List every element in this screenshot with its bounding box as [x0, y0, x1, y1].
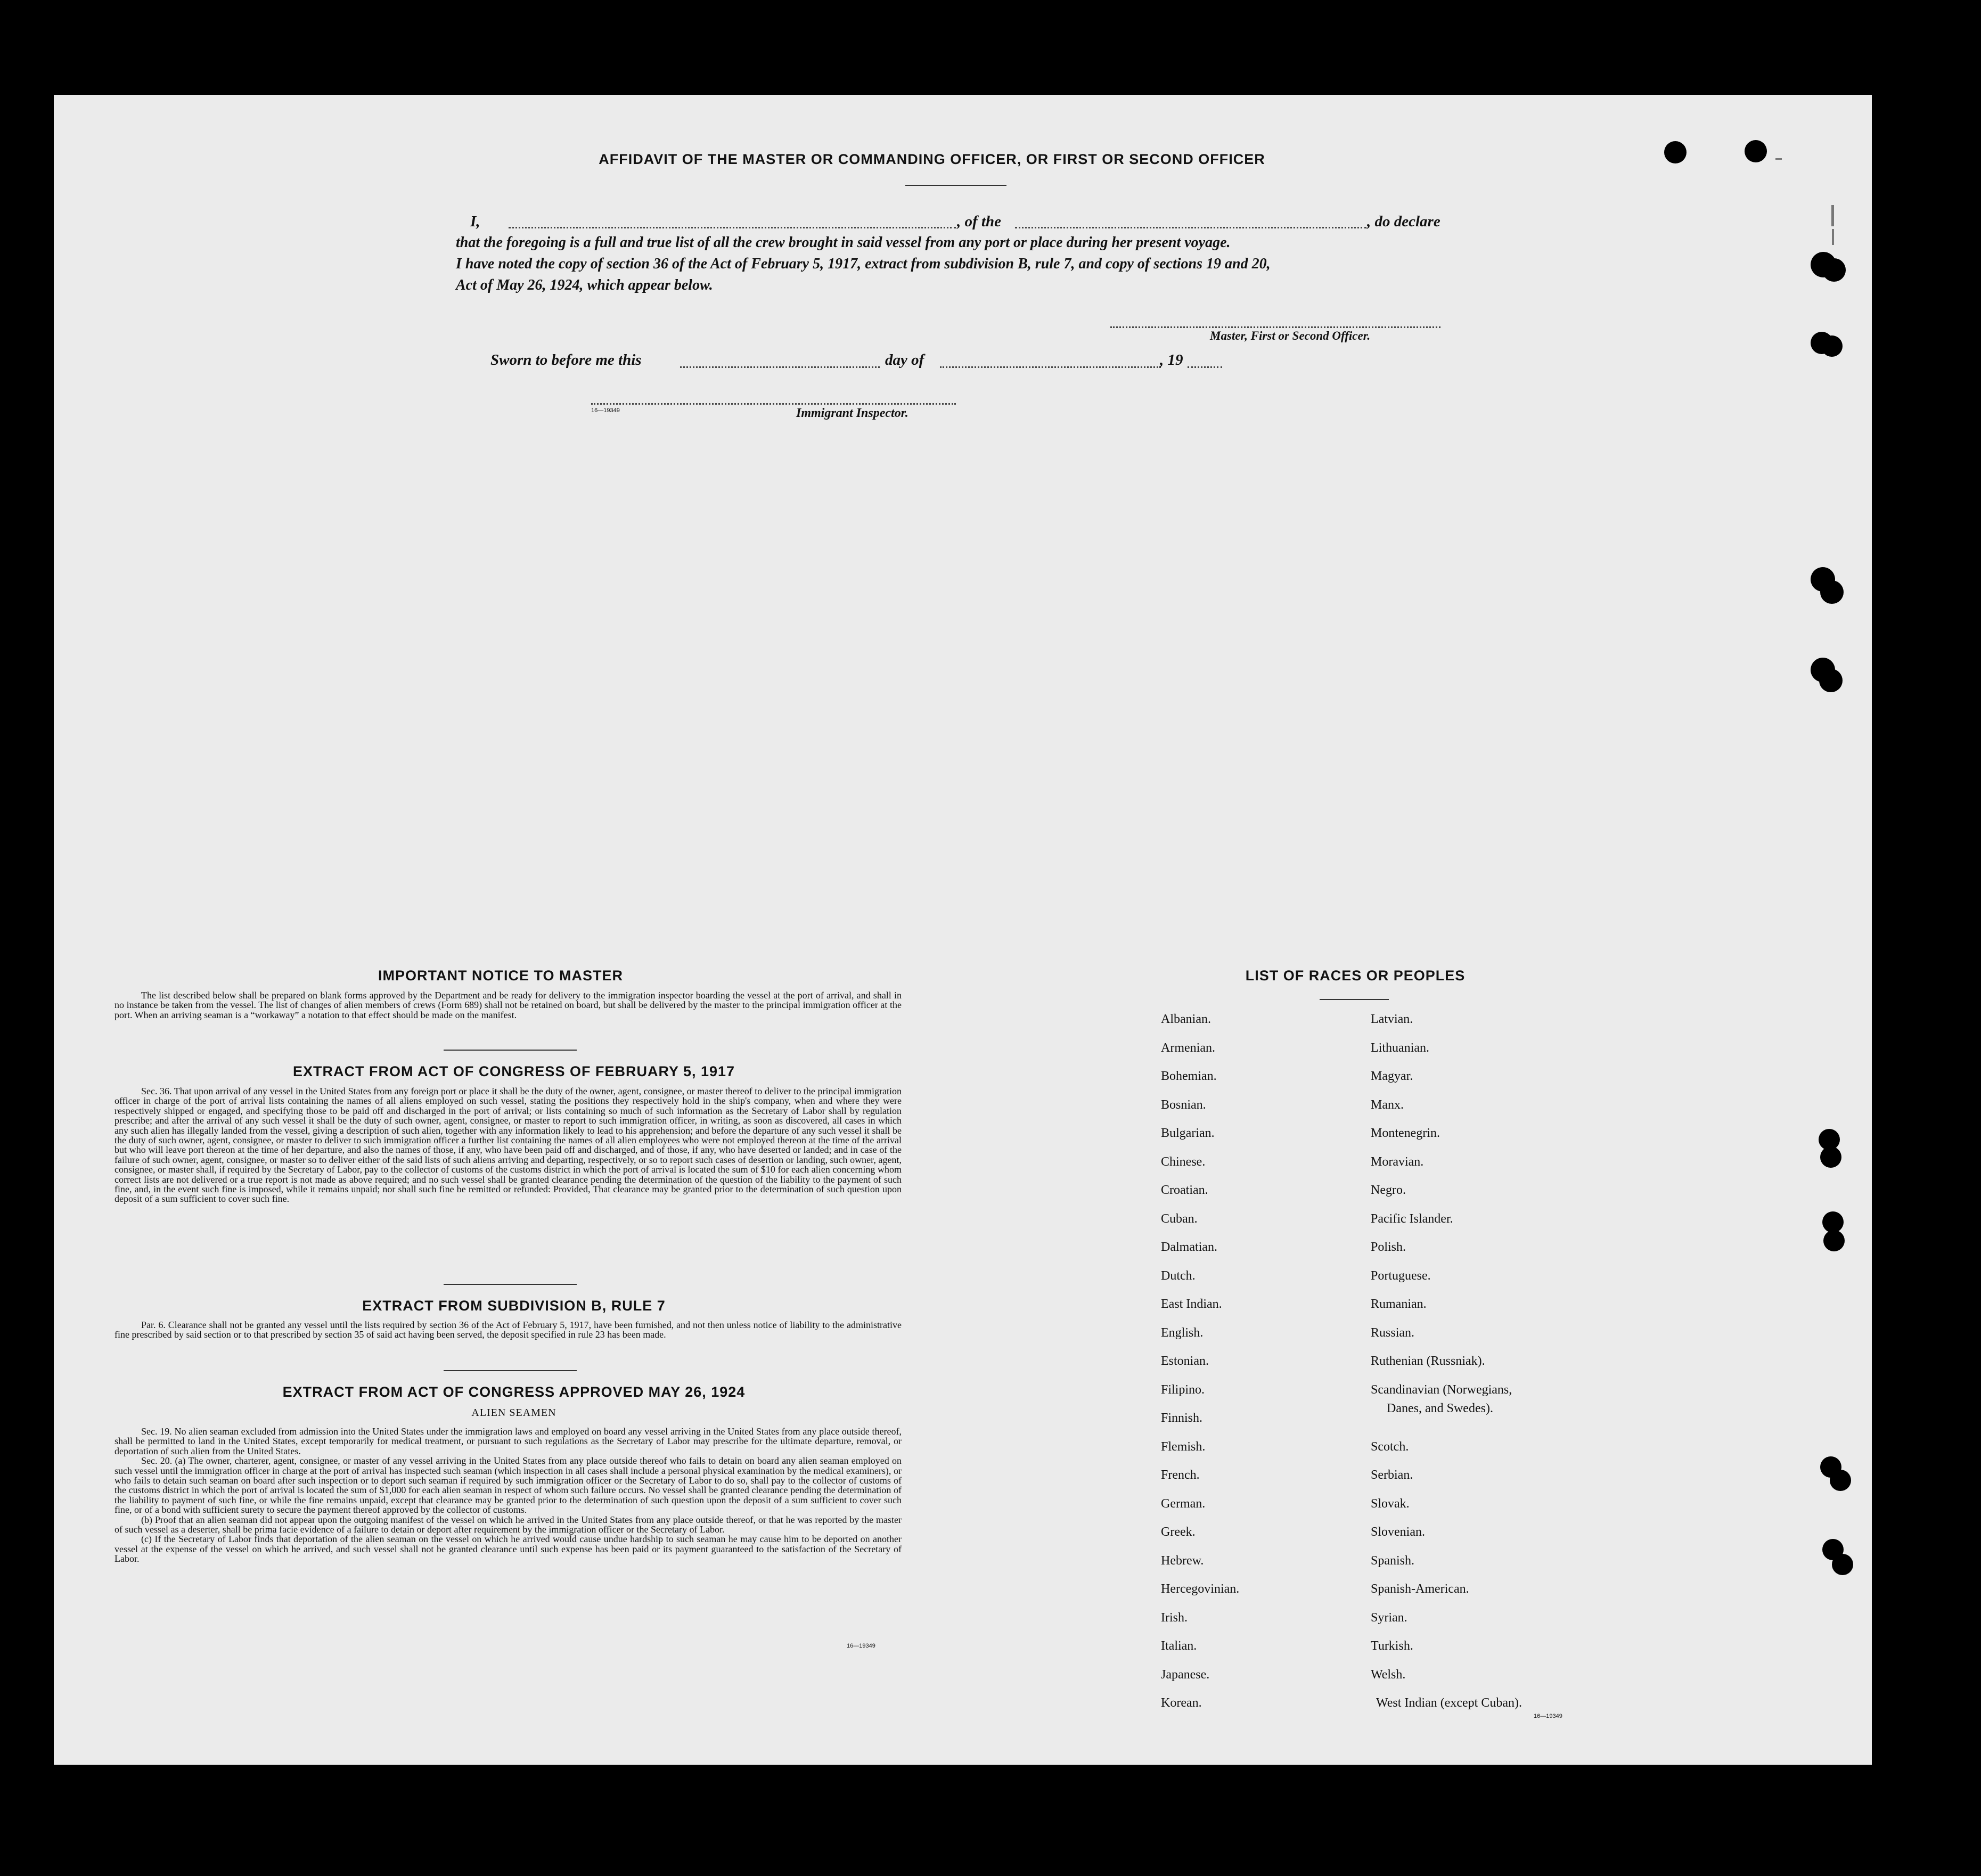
signature-label: Master, First or Second Officer.	[1210, 329, 1371, 342]
race-item: Slovenian.	[1371, 1525, 1425, 1539]
affidavit-form-number: 16—19349	[591, 407, 620, 414]
race-item: Dutch.	[1161, 1269, 1196, 1283]
race-item: Greek.	[1161, 1525, 1196, 1539]
race-item: Pacific Islander.	[1371, 1212, 1453, 1226]
race-item: Filipino.	[1161, 1383, 1205, 1397]
race-item: Latvian.	[1371, 1012, 1413, 1026]
signature-blank	[1110, 326, 1440, 328]
punch-hole	[1820, 1146, 1841, 1168]
extract2-text	[114, 1320, 902, 1340]
race-item: French.	[1161, 1468, 1200, 1482]
race-item: Cuban.	[1161, 1212, 1198, 1226]
race-item: Hebrew.	[1161, 1554, 1204, 1568]
race-item: Hercegovinian.	[1161, 1582, 1240, 1596]
race-item: Lithuanian.	[1371, 1041, 1429, 1055]
race-item: Japanese.	[1161, 1668, 1210, 1682]
day-blank	[680, 366, 880, 368]
punch-hole	[1664, 141, 1687, 163]
vessel-blank	[1015, 227, 1366, 228]
extract1-text	[114, 1086, 902, 1204]
race-item: Spanish.	[1371, 1554, 1415, 1568]
punch-hole	[1819, 669, 1843, 692]
punch-hole	[1832, 1554, 1853, 1575]
race-item: Polish.	[1371, 1240, 1406, 1254]
do-declare-label: , do declare	[1367, 213, 1440, 230]
affidavit-line-3: I have noted the copy of section 36 of the Act of February 5, 1917, extract from subdivision B, rule 7, and copy of sections 19 and 20,	[456, 256, 1271, 272]
punch-hole	[1820, 580, 1844, 604]
extract3-sec20b: (b) Proof that an alien seaman did not appear upon the outgoing manifest of the vessel on which he arrived in the United States from any place outside thereof, or that he was reported by the master of such vessel as a deserter, shall be prima facie evidence of a failure to detain or deport after requirement by the immigration officer or the Secretary of Labor.	[114, 1514, 902, 1535]
race-item: Serbian.	[1371, 1468, 1413, 1482]
race-item: Syrian.	[1371, 1611, 1407, 1625]
inspector-label: Immigrant Inspector.	[796, 406, 908, 420]
race-item: Scotch.	[1371, 1440, 1409, 1454]
punch-hole	[1822, 258, 1846, 282]
extract3-title: EXTRACT FROM ACT OF CONGRESS APPROVED MAY 26, 1924	[282, 1384, 746, 1400]
race-item: Korean.	[1161, 1696, 1202, 1710]
race-item: Dalmatian.	[1161, 1240, 1217, 1254]
race-item: Irish.	[1161, 1611, 1188, 1625]
punch-hole	[1823, 1230, 1845, 1251]
race-item: Chinese.	[1161, 1155, 1206, 1169]
affidavit-i-label: I,	[470, 213, 480, 230]
extract3-sec20c: (c) If the Secretary of Labor finds that deportation of the alien seaman on the vessel on which he arrived would cause undue hardship to such seaman he may cause him to be deported on another vessel at the expense of the vessel on which he arrived, and such vessel shall not be granted clearance until such expense has been paid or its payment guaranteed to the satisfaction of the Secretary of Labor.	[114, 1534, 902, 1564]
race-item: Rumanian.	[1371, 1297, 1427, 1311]
extract2-title: EXTRACT FROM SUBDIVISION B, RULE 7	[362, 1298, 666, 1314]
sworn-label: Sworn to before me this	[490, 351, 642, 368]
race-item: Welsh.	[1371, 1668, 1406, 1682]
race-item: West Indian (except Cuban).	[1376, 1696, 1522, 1710]
race-item: German.	[1161, 1497, 1206, 1511]
race-item: Bosnian.	[1161, 1098, 1206, 1112]
race-item: Moravian.	[1371, 1155, 1424, 1169]
affidavit-line-2: that the foregoing is a full and true list of all the crew brought in said vessel from any port or place during her present voyage.	[456, 234, 1231, 251]
race-item: Armenian.	[1161, 1041, 1215, 1055]
race-item: Spanish-American.	[1371, 1582, 1469, 1596]
races-title: LIST OF RACES OR PEOPLES	[1245, 968, 1466, 984]
extract1-paragraph: Sec. 36. That upon arrival of any vessel in the United States from any foreign port or place it shall be the duty of the owner, agent, consignee, or master thereof to deliver to the principal immigration officer in charge of the port of arrival lists containing the names of all aliens employed on such vessel, stating the positions they respectively hold in the ship's company, when and where they were respectively shipped or engaged, and specifying those to be paid off and discharged in the port of arrival; or lists containing so much of such information as the Secretary of Labor shall by regulation prescribe; and after the arrival of any such vessel it shall be the duty of such owner, agent, consignee, or master to report to such immigration officer, in writing, as soon as discovered, all cases in which any such alien has illegally landed from the vessel, giving a description of such alien, together with any information likely to lead to his apprehension; and before the departure of any such vessel it shall be the duty of such owner, agent, consignee, or master to deliver to such immigration officer a further list containing the names of all alien employees who were not employed thereon at the time of the arrival but who will leave port thereon at the time of her departure, and also the names of those, if any, who have been paid off and discharged, and of those, if any, who have deserted or landed; and in case of the failure of such owner, agent, consignee, or master so to deliver either of the said lists of such aliens arriving and departing, respectively, or so to report such cases of desertion or landing, such owner, agent, consignee, or master shall, if required by the Secretary of Labor, pay to the collector of customs of the customs district in which the port of arrival is located the sum of $10 for each alien concerning whom correct lists are not delivered or a true report is not made as above required; and no such vessel shall be granted clearance pending the determination of the question of the liability to the payment of such fine, and, in the event such fine is imposed, while it remains unpaid; nor shall such fine be remitted or refunded: Provided, That clearance may be granted prior to the determination of such question upon deposit of a sum sufficient to cover such fine.	[114, 1086, 902, 1205]
punch-hole	[1830, 1470, 1851, 1491]
race-item: Magyar.	[1371, 1069, 1413, 1083]
margin-mark	[1832, 229, 1834, 245]
races-underline	[1320, 999, 1389, 1000]
title-underline	[905, 185, 1006, 186]
notice-divider-1	[444, 1050, 577, 1051]
month-blank	[940, 366, 1161, 368]
margin-mark	[1831, 205, 1834, 226]
race-item: Danes, and Swedes).	[1387, 1402, 1493, 1415]
race-item: Slovak.	[1371, 1497, 1410, 1511]
race-item: Flemish.	[1161, 1440, 1206, 1454]
of-the-label: , of the	[957, 213, 1001, 230]
race-item: Estonian.	[1161, 1354, 1209, 1368]
race-item: Finnish.	[1161, 1411, 1203, 1425]
race-item: Italian.	[1161, 1639, 1197, 1653]
extract3-sec19: Sec. 19. No alien seaman excluded from admission into the United States under the immigration laws and employed on board any vessel arriving in the United States from any place outside thereof, shall be permitted to land in the United States, except temporarily for medical treatment, or pursuant to such regulations as the Secretary of Labor may prescribe for the ultimate departure, removal, or deportation of such alien from the United States.	[114, 1426, 902, 1456]
race-item: Turkish.	[1371, 1639, 1413, 1653]
notice-paragraph: The list described below shall be prepared on blank forms approved by the Department and be ready for delivery to the immigration inspector boarding the vessel at the port of arrival, and shall in no instance be taken from the vessel. The list of changes of alien members of crews (Form 689) shall not be retained on board, but shall be delivered by the master to the principal immigration officer at the port. When an arriving seaman is a “workaway” a notation to that effect should be made on the manifest.	[114, 990, 902, 1020]
race-item: Manx.	[1371, 1098, 1404, 1112]
extract3-text	[114, 1427, 902, 1564]
notice-divider-3	[444, 1370, 577, 1371]
extract2-paragraph: Par. 6. Clearance shall not be granted any vessel until the lists required by section 36 of the Act of February 5, 1917, have been furnished, and not then unless notice of liability to the administrative fine prescribed by said section or to that prescribed by section 35 of said act having been served, the deposit specified in rule 23 has been made.	[114, 1320, 902, 1340]
race-item: Montenegrin.	[1371, 1126, 1440, 1140]
race-item: Russian.	[1371, 1326, 1415, 1340]
race-item: Ruthenian (Russniak).	[1371, 1354, 1485, 1368]
race-item: Bulgarian.	[1161, 1126, 1215, 1140]
race-item: Negro.	[1371, 1183, 1406, 1197]
race-item: English.	[1161, 1326, 1204, 1340]
race-item: East Indian.	[1161, 1297, 1222, 1311]
race-item: Portuguese.	[1371, 1269, 1431, 1283]
affidavit-title: AFFIDAVIT OF THE MASTER OR COMMANDING OFFICER, OR FIRST OR SECOND OFFICER	[599, 151, 1265, 167]
notice-form-number: 16—19349	[847, 1643, 875, 1649]
punch-hole	[1745, 140, 1767, 162]
year-label: , 19	[1160, 351, 1183, 368]
extract1-title: EXTRACT FROM ACT OF CONGRESS OF FEBRUARY 5, 1917	[292, 1063, 735, 1079]
inspector-blank	[591, 403, 956, 405]
race-item: Croatian.	[1161, 1183, 1208, 1197]
notice-title: IMPORTANT NOTICE TO MASTER	[378, 968, 623, 984]
race-item: Bohemian.	[1161, 1069, 1217, 1083]
margin-mark	[1775, 158, 1782, 160]
day-of-label: day of	[885, 351, 924, 368]
name-blank	[509, 227, 956, 228]
extract3-subtitle: ALIEN SEAMEN	[471, 1407, 556, 1419]
extract3-sec20a: Sec. 20. (a) The owner, charterer, agent, consignee, or master of any vessel arriving in the United States from any place outside thereof who fails to detain on board any alien seaman employed on such vessel until the immigration officer in charge at the port of arrival has inspected such seaman (which inspection in all cases shall include a personal physical examination by the medical examiners), or who fails to detain such seaman on board after such inspection or to deport such seaman if required by such immigration officer or the Secretary of Labor to do so, shall pay to the collector of customs of the customs district in which the port of arrival is located the sum of $1,000 for each alien seaman in respect of whom such failure occurs. No vessel shall be granted clearance pending the determination of the liability to payment of such fine, or while the fine remains unpaid, except that clearance may be granted prior to the determination of such question upon the deposit of a sum sufficient to cover such fine, or of a bond with sufficient surety to secure the payment thereof approved by the collector of customs.	[114, 1455, 902, 1515]
year-blank	[1188, 366, 1222, 368]
notice-divider-2	[444, 1284, 577, 1285]
notice-text	[114, 990, 902, 1020]
race-item: Scandinavian (Norwegians,	[1371, 1383, 1512, 1397]
punch-hole	[1821, 335, 1843, 357]
races-form-number: 16—19349	[1534, 1713, 1562, 1719]
affidavit-line-4: Act of May 26, 1924, which appear below.	[456, 277, 713, 293]
punch-hole	[1822, 1211, 1844, 1233]
race-item: Albanian.	[1161, 1012, 1211, 1026]
